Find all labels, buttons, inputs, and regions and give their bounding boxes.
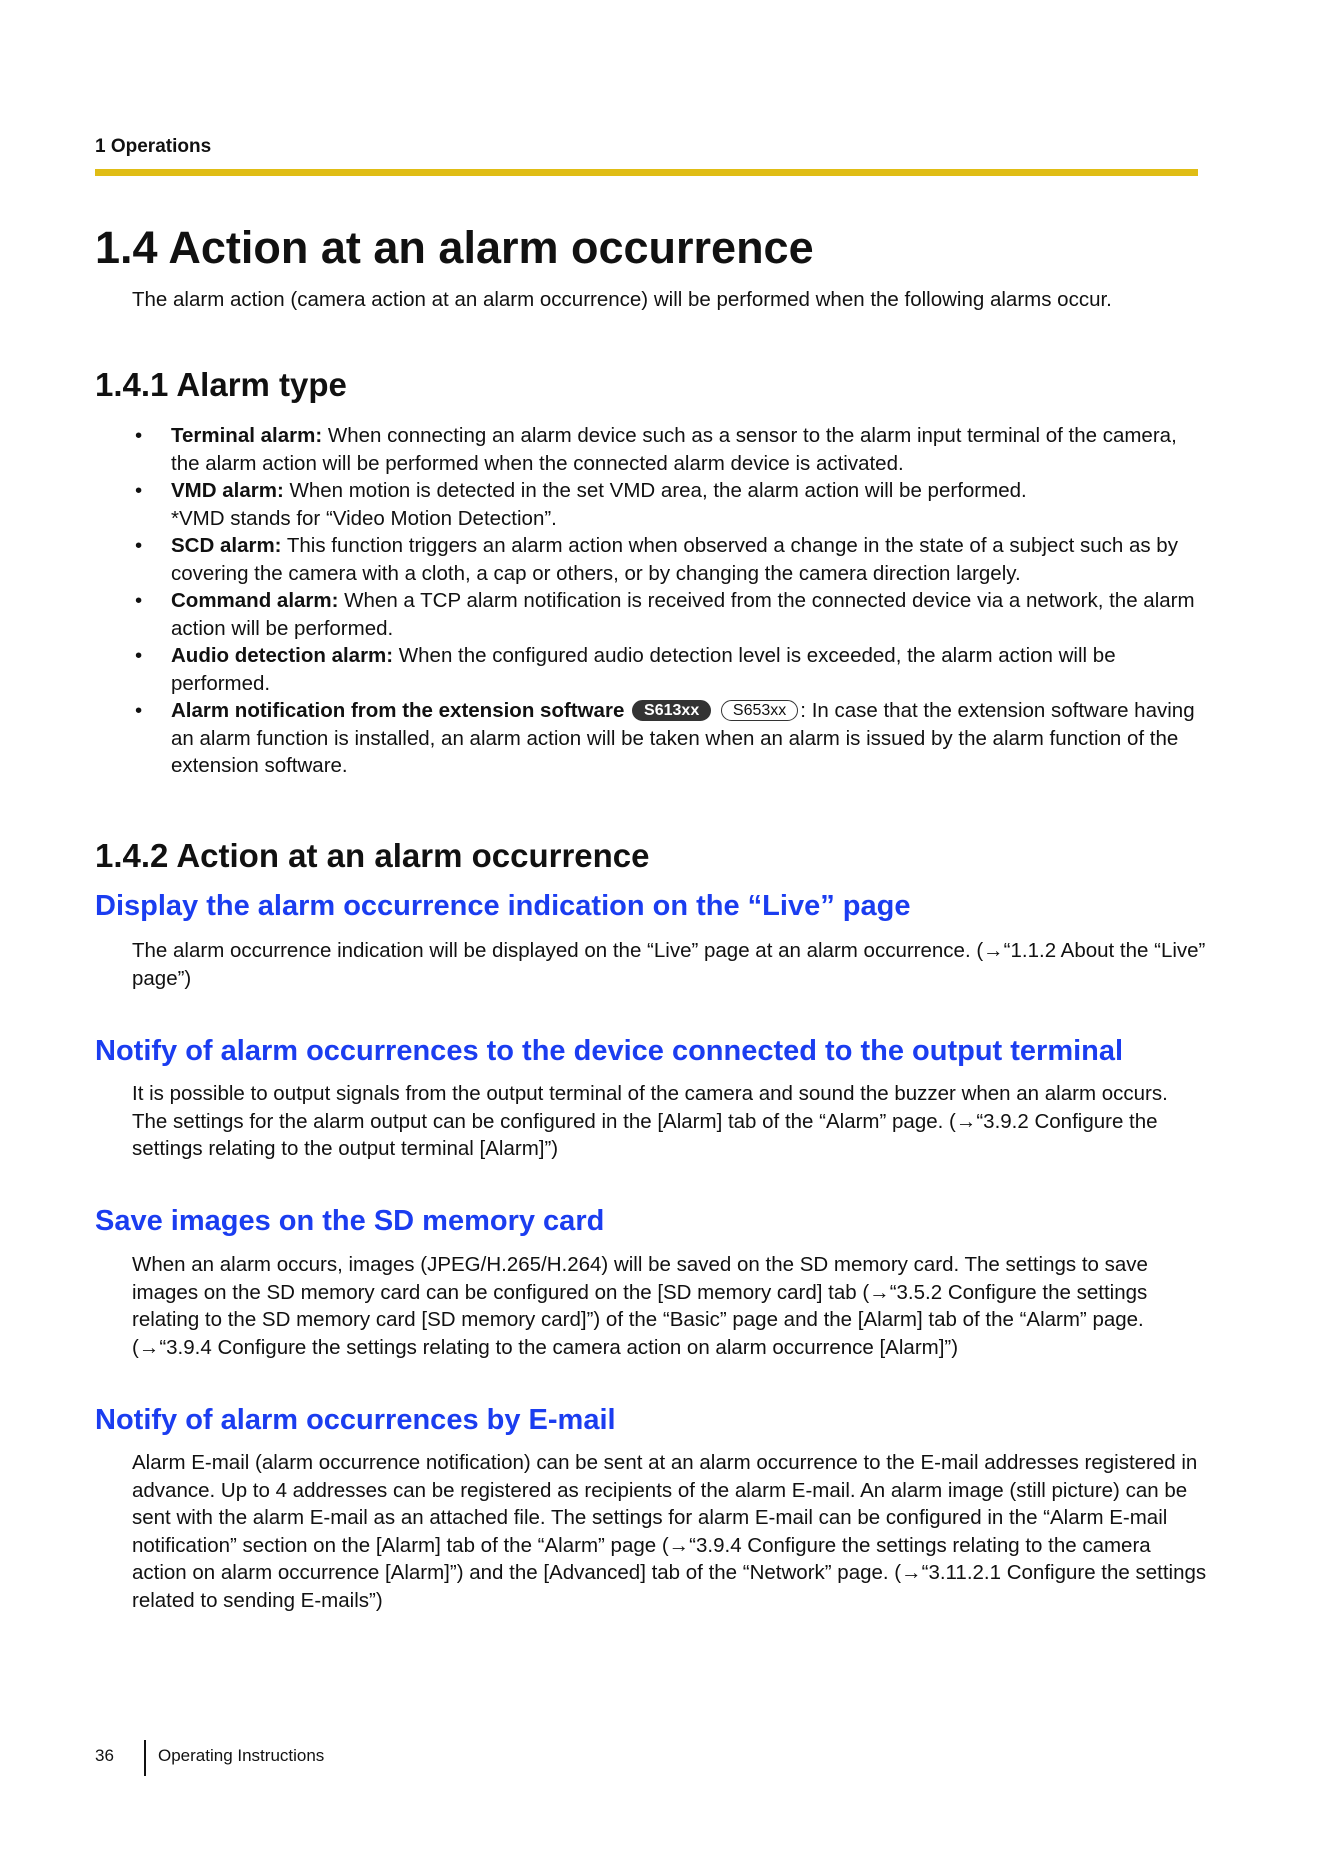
alarm-type-list xyxy=(132,422,1207,780)
subsection-email-heading: Notify of alarm occurrences by E-mail xyxy=(95,1404,616,1436)
list-item xyxy=(132,642,1207,697)
alarm-term: VMD alarm: xyxy=(171,479,284,502)
alarm-term: SCD alarm: xyxy=(171,534,282,557)
page-number: 36 xyxy=(95,1746,114,1765)
alarm-description: When motion is detected in the set VMD area, the alarm action will be performed. xyxy=(283,479,1027,502)
list-item xyxy=(132,697,1207,780)
intro-paragraph: The alarm action (camera action at an alarm occurrence) will be performed when the following alarms occur. xyxy=(132,288,1112,311)
model-badge-s653xx: S653xx xyxy=(721,700,798,721)
list-item xyxy=(132,477,1207,532)
subsection-live-body: The alarm occurrence indication will be displayed on the “Live” page at an alarm occurrence. (→“1.1.2 About the “Live” page”) xyxy=(132,939,1206,990)
footer-divider xyxy=(144,1740,146,1776)
alarm-term: Alarm notification from the extension software xyxy=(171,699,625,722)
subsection-sd-heading: Save images on the SD memory card xyxy=(95,1205,605,1237)
list-item xyxy=(132,587,1207,642)
alarm-description: When a TCP alarm notification is received from the connected device via a network, the alarm action will be performed. xyxy=(171,589,1195,640)
header-rule xyxy=(95,169,1198,176)
footer-title: Operating Instructions xyxy=(158,1746,325,1765)
alarm-description: : In case that the extension software having an alarm function is installed, an alarm action will be taken when an alarm is issued by the alarm function of the extension software. xyxy=(171,699,1195,777)
bullet-icon: • xyxy=(135,479,143,502)
alarm-note: *VMD stands for “Video Motion Detection”. xyxy=(171,506,557,530)
alarm-term: Audio detection alarm: xyxy=(171,644,394,667)
bullet-icon: • xyxy=(135,699,143,722)
bullet-icon: • xyxy=(135,644,143,667)
subsection-live-heading: Display the alarm occurrence indication on the “Live” page xyxy=(95,890,911,922)
subsection-sd-body: When an alarm occurs, images (JPEG/H.265/H.264) will be saved on the SD memory card. The settings to save images on the SD memory card can be configured on the [SD memory card] tab (→“3.5.2 Configure the settings relating to the SD memory card [SD memory card]”) of the “Basic” page and the [Alarm] tab of the “Alarm” page. (→“3.9.4 Configure the settings relating to the camera action on alarm occurrence [Alarm]”) xyxy=(132,1253,1148,1359)
model-badge-s613xx: S613xx xyxy=(632,700,711,721)
alarm-term: Terminal alarm: xyxy=(171,424,323,447)
bullet-icon: • xyxy=(135,589,143,612)
alarm-term: Command alarm: xyxy=(171,589,339,612)
alarm-description: When the configured audio detection level is exceeded, the alarm action will be performed. xyxy=(171,644,1116,695)
subsection-output-heading: Notify of alarm occurrences to the device connected to the output terminal xyxy=(95,1035,1124,1067)
alarm-description: When connecting an alarm device such as a sensor to the alarm input terminal of the camera, the alarm action will be performed when the connected alarm device is activated. xyxy=(171,424,1177,475)
alarm-type-heading: 1.4.1 Alarm type xyxy=(95,366,347,403)
alarm-description: This function triggers an alarm action when observed a change in the state of a subject such as by covering the camera with a cloth, a cap or others, or by changing the camera direction largely. xyxy=(171,534,1178,585)
alarm-action-heading: 1.4.2 Action at an alarm occurrence xyxy=(95,837,650,874)
bullet-icon: • xyxy=(135,534,143,557)
list-item xyxy=(132,532,1207,587)
page-title: 1.4 Action at an alarm occurrence xyxy=(95,222,814,273)
list-item xyxy=(132,422,1207,477)
bullet-icon: • xyxy=(135,424,143,447)
running-head: 1 Operations xyxy=(95,136,212,157)
subsection-email-body: Alarm E-mail (alarm occurrence notification) can be sent at an alarm occurrence to the E-mail addresses registered in advance. Up to 4 addresses can be registered as recipients of the alarm E-mail. An alarm image (still picture) can be sent with the alarm E-mail as an attached file. The settings for alarm E-mail can be configured in the “Alarm E-mail notification” section on the [Alarm] tab of the “Alarm” page (→“3.9.4 Configure the settings relating to the camera action on alarm occurrence [Alarm]”) and the [Advanced] tab of the “Network” page. (→“3.11.2.1 Configure the settings related to sending E-mails”) xyxy=(132,1451,1207,1612)
subsection-output-body: It is possible to output signals from the output terminal of the camera and sound the buzzer when an alarm occurs. The settings for the alarm output can be configured in the [Alarm] tab of the “Alarm” page. (→“3.9.2 Configure the settings relating to the output terminal [Alarm]”) xyxy=(132,1082,1168,1160)
